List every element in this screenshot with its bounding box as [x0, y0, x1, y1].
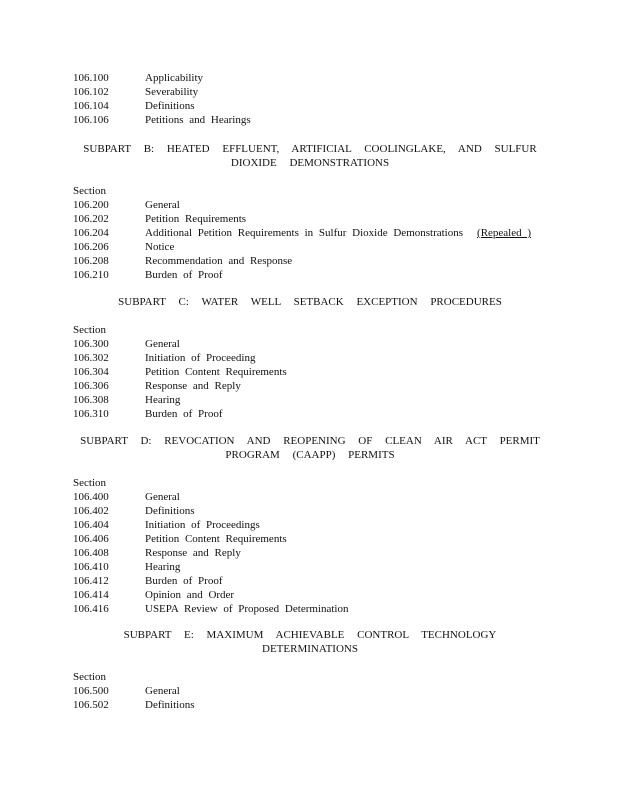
toc-entry — [0, 351, 618, 365]
toc-entry — [0, 574, 618, 588]
toc-entry — [0, 226, 618, 240]
section-number: 106.202 — [73, 213, 109, 225]
toc-entry — [0, 212, 618, 226]
section-number: 106.208 — [73, 255, 109, 267]
section-title: Additional Petition Requirements in Sulfur Dioxide Demonstrations — [145, 227, 464, 239]
section-title: Hearing — [145, 561, 181, 573]
section-title: Burden of Proof — [145, 269, 223, 281]
toc-entry — [0, 560, 618, 574]
toc-block-general — [0, 71, 618, 127]
section-title: Definitions — [145, 100, 195, 112]
toc-entry — [0, 85, 618, 99]
subpart-b-heading — [60, 142, 560, 170]
subpart-heading-line: DIOXIDE DEMONSTRATIONS — [230, 157, 390, 169]
toc-entry — [0, 490, 618, 504]
section-number: 106.306 — [73, 380, 109, 392]
toc-entry — [0, 393, 618, 407]
toc-entry — [0, 602, 618, 616]
section-number: 106.400 — [73, 491, 109, 503]
section-title: Recommendation and Response — [145, 255, 293, 267]
section-number: 106.412 — [73, 575, 109, 587]
subpart-heading-line: SUBPART E: MAXIMUM ACHIEVABLE CONTROL TECHNOLOGY — [123, 629, 497, 641]
subpart-e-heading — [60, 628, 560, 656]
toc-block-subpart-d — [0, 490, 618, 616]
toc-entry — [0, 379, 618, 393]
section-title: Burden of Proof — [145, 575, 223, 587]
section-number: 106.104 — [73, 100, 109, 112]
section-title: Response and Reply — [145, 380, 241, 392]
section-title: General — [145, 491, 180, 503]
section-title: Hearing — [145, 394, 181, 406]
section-title: Definitions — [145, 699, 195, 711]
section-number: 106.502 — [73, 699, 109, 711]
toc-entry — [0, 504, 618, 518]
toc-block-subpart-c — [0, 337, 618, 421]
section-title: Petition Content Requirements — [145, 533, 287, 545]
toc-entry — [0, 268, 618, 282]
section-title: Applicability — [145, 72, 204, 84]
section-title: Initiation of Proceedings — [145, 519, 260, 531]
section-label: Section — [73, 324, 106, 336]
section-number: 106.500 — [73, 685, 109, 697]
toc-entry — [0, 698, 618, 712]
section-title-with-note — [145, 226, 531, 240]
section-number: 106.304 — [73, 366, 109, 378]
toc-entry — [0, 684, 618, 698]
toc-entry — [0, 254, 618, 268]
section-label: Section — [73, 671, 106, 683]
section-number: 106.406 — [73, 533, 109, 545]
section-title: Petition Content Requirements — [145, 366, 287, 378]
section-title: Notice — [145, 241, 175, 253]
repealed-note: (Repealed ) — [477, 227, 532, 239]
toc-entry — [0, 518, 618, 532]
section-number: 106.106 — [73, 114, 109, 126]
section-label: Section — [73, 185, 106, 197]
section-number: 106.200 — [73, 199, 109, 211]
toc-entry — [0, 198, 618, 212]
toc-entry — [0, 532, 618, 546]
section-number: 106.410 — [73, 561, 109, 573]
section-title: Petition Requirements — [145, 213, 247, 225]
section-title: General — [145, 338, 180, 350]
section-number: 106.404 — [73, 519, 109, 531]
section-title: General — [145, 199, 180, 211]
section-title: Definitions — [145, 505, 195, 517]
toc-entry — [0, 588, 618, 602]
section-title: Burden of Proof — [145, 408, 223, 420]
toc-entry — [0, 113, 618, 127]
section-number: 106.300 — [73, 338, 109, 350]
toc-entry — [0, 240, 618, 254]
toc-block-subpart-e — [0, 684, 618, 712]
toc-entry — [0, 365, 618, 379]
section-title: Initiation of Proceeding — [145, 352, 256, 364]
subpart-heading-line: SUBPART D: REVOCATION AND REOPENING OF CLEAN AIR ACT PERMIT — [80, 435, 540, 447]
section-title: Response and Reply — [145, 547, 241, 559]
section-title: Severability — [145, 86, 199, 98]
subpart-heading-line: SUBPART B: HEATED EFFLUENT, ARTIFICIAL COOLINGLAKE, AND SULFUR — [83, 143, 537, 155]
toc-entry — [0, 71, 618, 85]
section-label: Section — [73, 477, 106, 489]
toc-entry — [0, 407, 618, 421]
section-title: USEPA Review of Proposed Determination — [145, 603, 349, 615]
subpart-heading-line: PROGRAM (CAAPP) PERMITS — [225, 449, 395, 461]
section-number: 106.416 — [73, 603, 109, 615]
section-number: 106.204 — [73, 227, 109, 239]
section-title: General — [145, 685, 180, 697]
section-number: 106.402 — [73, 505, 109, 517]
section-number: 106.302 — [73, 352, 109, 364]
section-number: 106.408 — [73, 547, 109, 559]
section-title: Petitions and Hearings — [145, 114, 251, 126]
section-number: 106.308 — [73, 394, 109, 406]
toc-entry — [0, 337, 618, 351]
section-number: 106.310 — [73, 408, 109, 420]
section-number: 106.414 — [73, 589, 109, 601]
section-number: 106.210 — [73, 269, 109, 281]
subpart-heading-line: SUBPART C: WATER WELL SETBACK EXCEPTION PROCEDURES — [118, 296, 502, 308]
section-number: 106.102 — [73, 86, 109, 98]
section-number: 106.100 — [73, 72, 109, 84]
subpart-heading-line: DETERMINATIONS — [262, 643, 358, 655]
subpart-d-heading — [60, 434, 560, 462]
subpart-c-heading — [60, 295, 560, 309]
toc-entry — [0, 546, 618, 560]
section-title: Opinion and Order — [145, 589, 235, 601]
section-number: 106.206 — [73, 241, 109, 253]
toc-entry — [0, 99, 618, 113]
toc-block-subpart-b — [0, 198, 618, 282]
